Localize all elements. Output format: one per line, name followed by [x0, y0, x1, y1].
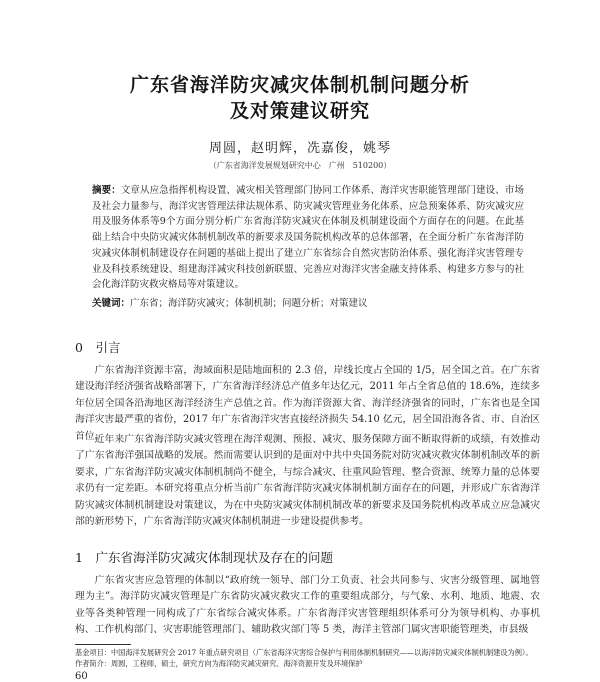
footnote-funding: 基金项目：中国海洋发展研究会 2017 年重点研究项目（广东省海洋灾害综合保护与利用体制机制研究——以海洋防灾减灾体制机制建设为例）。: [75, 648, 533, 657]
section-heading-1: 1 广东省海洋防灾减灾体制现状及存在的问题: [75, 550, 333, 565]
abstract: [92, 183, 524, 293]
keywords: [92, 296, 524, 311]
abstract-label: 摘要：: [92, 185, 121, 196]
page-number: 60: [75, 671, 88, 682]
title-line-2: 及对策建议研究: [229, 100, 370, 122]
section-1-paragraph-1: 广东省灾害应急管理的体制以“政府统一领导、部门分工负责、社会共同参与、灾害分级管理、属地管理为主”。海洋防灾减灾管理是广东省防灾减灾救灾工作的重要组成部分，与气象、水利、地质、地震、农业等各类种管理一同构成了广东省综合减灾体系。广东省海洋灾害管理组织体系可分为领导机构、办事机构、工作机构部门、灾害职能管理部门、辅助救灾部门等 5 类，海洋主管部门属灾害职能管理类，市县级: [75, 575, 540, 636]
title-line-1: 广东省海洋防灾减灾体制机制问题分析: [129, 74, 470, 96]
intro-paragraph-1: 广东省海洋资源丰富，海域面积是陆地面积的 2.3 倍，岸线长度占全国的 1/5，居全国之首。在广东省建设海洋经济强省战略部署下，广东省海洋经济总产值多年达亿元，2011 年占全省总值的 18.6%，连续多年位居全国各沿海地区海洋经济生产总值之首。作为海洋资源大省、海洋经济强省的同时，广东省也是全国海洋灾害最严重的省份，2017 年广东省海洋灾害直接经济损失 54.10 亿元，居全国沿海各省、市、自治区首位。: [75, 365, 540, 442]
section-heading-intro: 0 引言: [75, 340, 121, 355]
affiliation: （广东省海洋发展规划研究中心 广州 510200）: [208, 161, 392, 170]
abstract-text: 文章从应急指挥机构设置、减灾相关管理部门协同工作体系、海洋灾害职能管理部门建设、市场及社会力量参与、海洋灾害管理法律法规体系、防灾减灾管理业务化体系、应急预案体系、防灾减灾应用及服务体系等9个方面分别分析广东省海洋防灾减灾在体制及机制建设面个方面存在的问题。在此基础上结合中央防灾减灾体制机制改革的新要求及国务院机构改革的总体部署，在全面分析广东省海洋防灾减灾体制机制建设存在问题的基础上提出了建立广东省综合自然灾害防治体系、强化海洋灾害管理专业及科技系统建设、组建海洋减灾科技创新联盟、完善应对海洋灾害金融支持体系、构建多方参与的社会化海洋防灾救灾格局等对策建议。: [92, 185, 524, 291]
intro-paragraph-2: 近年来广东省海洋防灾减灾管理在海洋观测、预报、减灾、服务保障方面不断取得新的成绩，有效推动了广东省海洋强国战略的发展。然而需要认识到的是面对中共中央国务院对防灾减灾救灾体制机制改革的新要求，广东省海洋防灾减灾体制机制尚不健全，与综合减灾、往重风险管理、整合资源、统筹力量的总体要求仍有一定差距。本研究将重点分析当前广东省海洋防灾减灾体制机制方面存在的问题，并形成广东省海洋防灾减灾体制机制建设对策建议，为在中央防灾减灾体制机制改革的新要求及国务院机构改革成立应急减灾部的新形势下，广东省海洋防灾减灾体制机制进一步建设提供参考。: [75, 434, 540, 528]
footnote-author: 作者简介：周圆，工程师，硕士，研究方向为海洋防灾减灾研究、海洋资源开发及环境保护: [75, 659, 363, 668]
keywords-label: 关键词：: [92, 298, 131, 309]
footnote-divider: [75, 644, 131, 645]
authors: 周圆，赵明辉，冼嘉俊，姚琴: [208, 141, 391, 156]
keywords-text: 广东省；海洋防灾减灾；体制机制；问题分析；对策建议: [130, 298, 368, 309]
